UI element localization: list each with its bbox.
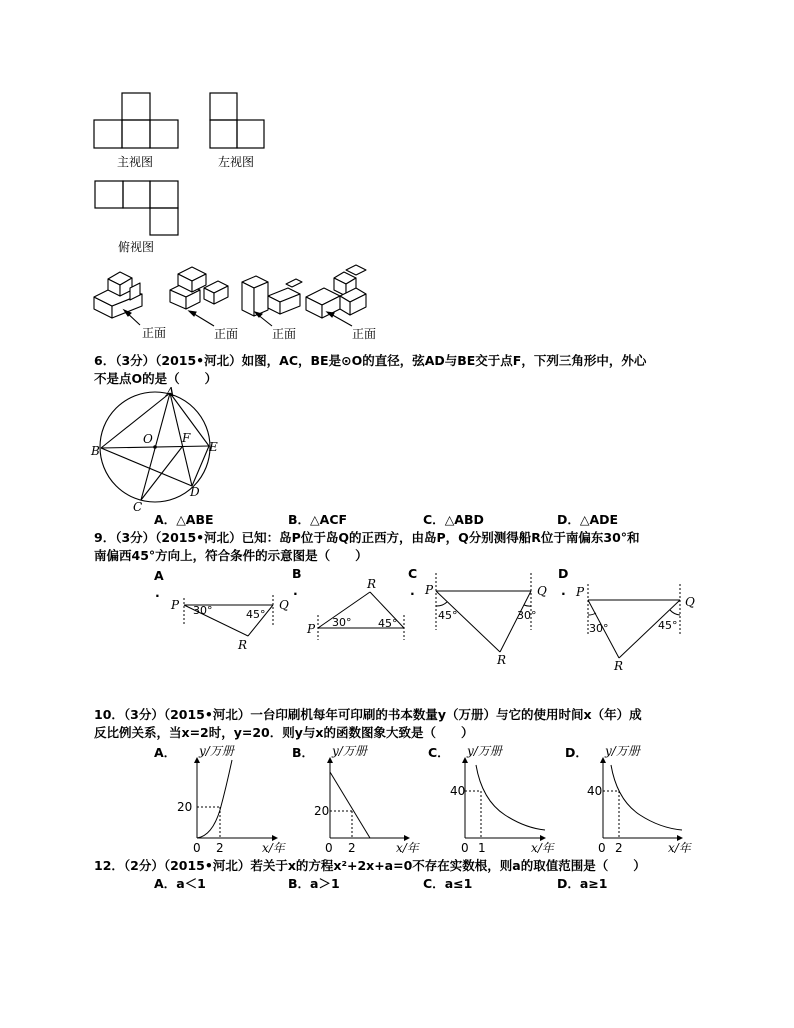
q6-option-a-text: △ABE bbox=[176, 512, 214, 527]
q10-option-b: B． bbox=[292, 745, 315, 760]
q9-b-30: 30° bbox=[332, 616, 352, 629]
q10-a-xtick: 2 bbox=[216, 841, 224, 855]
q9-option-d-letter: D bbox=[558, 566, 569, 581]
q12-option-c bbox=[423, 874, 472, 893]
q12-option-b-key: B． bbox=[288, 876, 311, 891]
front-face-label-1: 正面 bbox=[142, 326, 167, 340]
q10-d-xtick: 2 bbox=[615, 841, 623, 855]
q10-c-xlabel: x/年 bbox=[531, 841, 554, 855]
q9-c-p: P bbox=[425, 583, 434, 597]
q10-b-origin: 0 bbox=[325, 841, 333, 855]
q6-point-d: D bbox=[190, 485, 200, 499]
q9-a-q: Q bbox=[279, 598, 289, 612]
q10-a-ylabel: y/万册 bbox=[199, 744, 234, 758]
q6-option-a-key: A． bbox=[154, 512, 177, 527]
q9-d-r: R bbox=[614, 659, 624, 673]
q10-stem-line1: 10．（3分）（2015•河北）一台印刷机每年可印刷的书本数量y（万册）与它的使用时间x（年）成 bbox=[94, 707, 642, 722]
q12-option-d bbox=[557, 874, 608, 893]
q9-stem-line2: 南偏西45°方向上，符合条件的示意图是（ ） bbox=[94, 548, 368, 563]
q9-stem-line1: 9．（3分）（2015•河北）已知：岛P位于岛Q的正西方，由岛P，Q分别测得船R位于南偏东30°和 bbox=[94, 530, 640, 545]
q6-point-o: O bbox=[143, 432, 153, 446]
q9-c-q: Q bbox=[537, 584, 547, 598]
q6-stem-line1: 6．（3分）（2015•河北）如图，AC，BE是⊙O的直径，弦AD与BE交于点F，下列三角形中，外心 bbox=[94, 353, 647, 368]
q9-option-c-letter: C bbox=[408, 566, 418, 581]
q9-d-30: 30° bbox=[589, 622, 609, 635]
q10-a-ytick: 20 bbox=[177, 800, 193, 814]
q6-option-b-text: △ACF bbox=[310, 512, 348, 527]
q6-point-a: A bbox=[166, 385, 175, 399]
q9-option-a-letter: A bbox=[154, 568, 164, 583]
q6-point-b: B bbox=[91, 444, 100, 458]
q9-b-45: 45° bbox=[378, 617, 398, 630]
q10-c-xtick: 1 bbox=[478, 841, 486, 855]
q10-a-origin: 0 bbox=[193, 841, 201, 855]
q9-option-b-letter: B bbox=[292, 566, 302, 581]
q6-point-e: E bbox=[209, 440, 218, 454]
q9-a-r: R bbox=[238, 638, 248, 652]
q10-a-xlabel: x/年 bbox=[262, 841, 285, 855]
q6-option-c-text: △ABD bbox=[444, 512, 484, 527]
q9-d-45: 45° bbox=[658, 619, 678, 632]
q9-c-30: 30° bbox=[517, 609, 537, 622]
q9-option-c-dot: . bbox=[410, 583, 415, 598]
front-face-label-3: 正面 bbox=[272, 327, 297, 341]
q10-b-xtick: 2 bbox=[348, 841, 356, 855]
front-face-label-2: 正面 bbox=[214, 327, 239, 341]
q12-option-a bbox=[154, 874, 206, 893]
front-view-label: 主视图 bbox=[117, 155, 154, 169]
q10-d-ylabel: y/万册 bbox=[605, 744, 640, 758]
q9-d-p: P bbox=[576, 585, 585, 599]
q9-a-p: P bbox=[171, 598, 180, 612]
q12-option-d-text: a≥1 bbox=[579, 876, 608, 891]
q6-point-f: F bbox=[182, 431, 191, 445]
q9-option-d-dot: . bbox=[561, 583, 566, 598]
q6-option-b-key: B． bbox=[288, 512, 311, 527]
q12-option-b bbox=[288, 874, 340, 893]
q10-b-ylabel: y/万册 bbox=[332, 744, 367, 758]
q12-stem: 12．（2分）（2015•河北）若关于x的方程x²+2x+a=0不存在实数根，则a的取值范围是（ ） bbox=[94, 858, 646, 873]
q10-d-origin: 0 bbox=[598, 841, 606, 855]
top-view-label: 俯视图 bbox=[118, 240, 155, 254]
q9-a-45: 45° bbox=[246, 608, 266, 621]
q10-b-ytick: 20 bbox=[314, 804, 330, 818]
q9-a-30: 30° bbox=[193, 604, 213, 617]
q10-option-c: C． bbox=[428, 745, 450, 760]
q12-option-d-key: D． bbox=[557, 876, 580, 891]
q9-c-45: 45° bbox=[438, 609, 458, 622]
q9-option-b-dot: . bbox=[293, 583, 298, 598]
q10-d-xlabel: x/年 bbox=[668, 841, 691, 855]
front-face-label-4: 正面 bbox=[352, 327, 377, 341]
q9-b-r: R bbox=[367, 577, 377, 591]
q10-option-d: D． bbox=[565, 745, 588, 760]
q12-option-a-text: a＜1 bbox=[176, 876, 206, 891]
q12-option-a-key: A． bbox=[154, 876, 177, 891]
q10-c-origin: 0 bbox=[461, 841, 469, 855]
q10-option-a: A． bbox=[154, 745, 177, 760]
q6-point-c: C bbox=[133, 500, 143, 514]
q9-d-q: Q bbox=[685, 595, 695, 609]
q10-c-ytick: 40 bbox=[450, 784, 466, 798]
q6-option-d-key: D． bbox=[557, 512, 580, 527]
q6-option-c-key: C． bbox=[423, 512, 445, 527]
q6-stem-line2: 不是点O的是（ ） bbox=[94, 371, 218, 386]
q10-b-xlabel: x/年 bbox=[396, 841, 419, 855]
q9-option-a-dot: . bbox=[155, 585, 160, 600]
q12-option-c-text: a≤1 bbox=[444, 876, 473, 891]
left-view-label: 左视图 bbox=[218, 155, 255, 169]
q9-c-r: R bbox=[497, 653, 507, 667]
q12-option-b-text: a＞1 bbox=[310, 876, 340, 891]
q10-c-ylabel: y/万册 bbox=[467, 744, 502, 758]
q6-option-d-text: △ADE bbox=[579, 512, 619, 527]
q12-option-c-key: C． bbox=[423, 876, 445, 891]
q9-b-p: P bbox=[307, 622, 316, 636]
q10-d-ytick: 40 bbox=[587, 784, 603, 798]
q10-stem-line2: 反比例关系，当x=2时，y=20．则y与x的函数图象大致是（ ） bbox=[94, 725, 474, 740]
